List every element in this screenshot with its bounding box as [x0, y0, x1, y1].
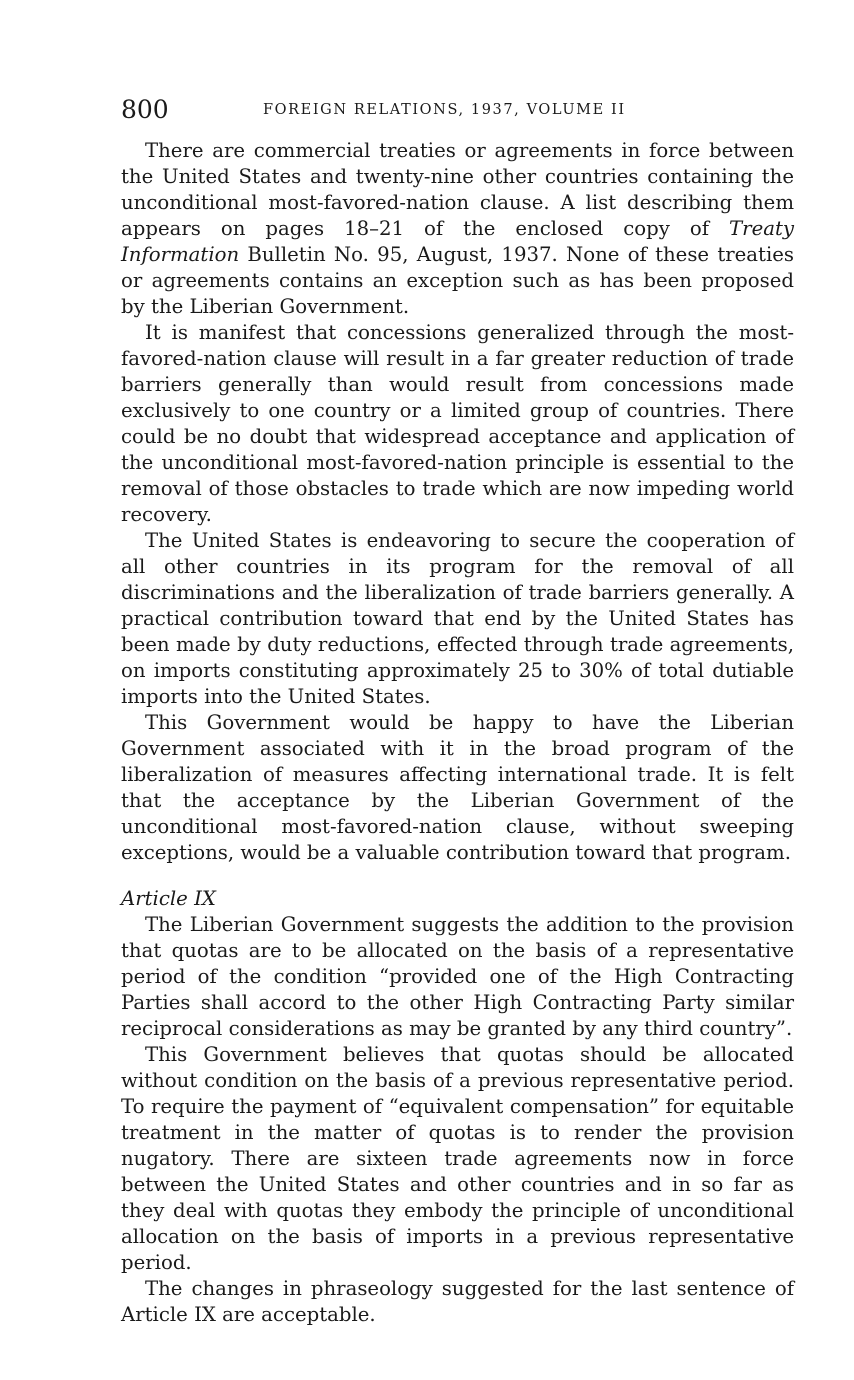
paragraph-concessions: It is manifest that concessions generalized through the most-favored-nation clause will result in a far greater reduction of trade barriers generally than would result from concessions made exclusively to one country or a limited group of countries. There could be no doubt that widespread acceptance and application of the unconditional most-favored-nation principle is essential to the removal of those obstacles to trade which are now impeding world recovery.	[121, 321, 794, 526]
paragraph-quotas: This Government believes that quotas should be allocated without condition on the basis of a previous representative period. To require the payment of “equivalent compensation” for equitable treatment in the matter of quotas is to render the provision nugatory. There are sixteen trade agreements now in force between the United States and other countries and in so far as they deal with quotas they embody the principle of unconditional allocation on the basis of imports in a previous representative period.	[121, 1043, 794, 1274]
paragraph-phraseology: The changes in phraseology suggested for the last sentence of Article IX are acceptable.	[121, 1277, 794, 1326]
paragraph-liberian-government: This Government would be happy to have the Liberian Government associated with it in the broad program of the liberalization of measures affecting international trade. It is felt that the acceptance by the Liberian Government of the unconditional most-favored-nation clause, without sweeping exceptions, would be a valuable contribution toward that program.	[121, 711, 794, 864]
publication-title: Treaty Information	[121, 217, 794, 266]
body-text	[121, 138, 794, 1328]
section-heading: Article IX	[121, 887, 216, 910]
page-number: 800	[121, 95, 169, 124]
document-page	[121, 92, 794, 1328]
running-header	[121, 92, 794, 128]
paragraph-text: Bulletin No. 95, August, 1937. None of these treaties or agreements contains an exception such as has been proposed by the Liberian Government.	[121, 243, 794, 318]
paragraph-cooperation: The United States is endeavoring to secure the cooperation of all other countries in its program for the removal of all discriminations and the liberalization of trade barriers generally. A practical contribution toward that end by the United States has been made by duty reductions, effected through trade agreements, on imports constituting approximately 25 to 30% of total dutiable imports into the United States.	[121, 529, 794, 708]
paragraph-article-ix-suggestion: The Liberian Government suggests the addition to the provision that quotas are to be allocated on the basis of a representative period of the condition “provided one of the High Contracting Parties shall accord to the other High Contracting Party similar reciprocal considerations as may be granted by any third country”.	[121, 913, 794, 1040]
running-title: FOREIGN RELATIONS, 1937, VOLUME II	[263, 102, 626, 118]
paragraph-treaties	[121, 138, 794, 320]
paragraph-text: There are commercial treaties or agreements in force between the United States and twenty-nine other countries containing the unconditional most-favored-nation clause. A list describing them appears on pages 18–21 of the enclosed copy of	[121, 139, 794, 240]
